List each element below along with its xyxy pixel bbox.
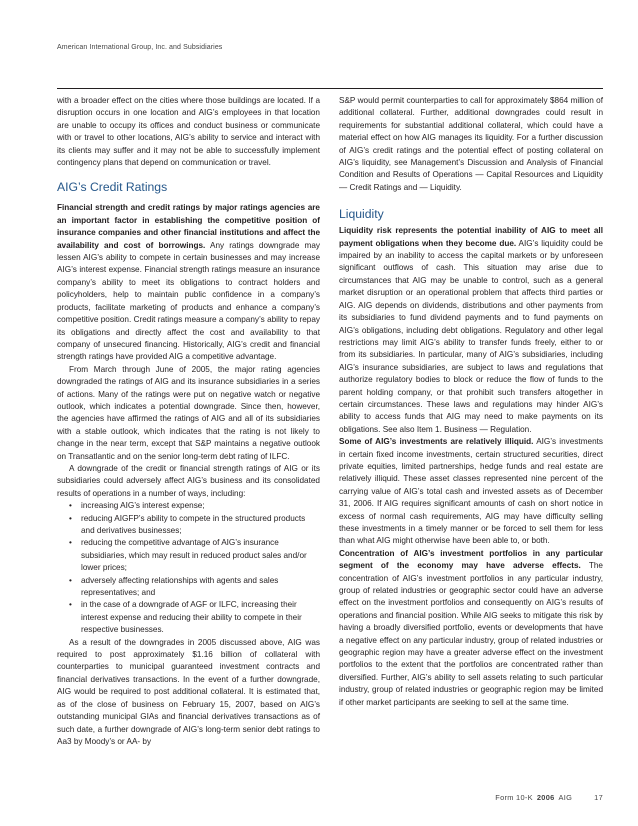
paragraph-collateral: As a result of the downgrades in 2005 discussed above, AIG was required to post approximately $1.16 billion of collateral with counterparties to municipal guaranteed investment contracts and financial derivatives transactions. In the event of a further downgrade, AIG would be required to post additional collateral. It is estimated that, as of the close of business on February 15, 2007, based on AIG’s outstanding municipal GIAs and financial derivatives transactions as of such date, a further downgrade of AIG’s long-term senior debt ratings to Aa3 by Moody’s or AA- by (57, 637, 320, 746)
paragraph-liquidity-risk (339, 225, 603, 436)
liquidity-risk-body: AIG’s liquidity could be impaired by an inability to access the capital markets or by unforeseen significant outflows of cash. This situation may arise due to circumstances that AIG may be unable to control, such as a general market disruption or an operational problem that affects third parties or AIG. AIG depends on dividends, distributions and other payments from its subsidiaries to fund dividend payments and to fund payments on AIG’s obligations, including debt obligations. Regulatory and other legal restrictions may limit AIG’s ability to transfer funds freely, either to or from its subsidiaries. In particular, many of AIG’s subsidiaries, including AIG’s insurance subsidiaries, are subject to laws and regulations that authorize regulatory bodies to block or reduce the flow of funds to the parent holding company, or that prohibit such transfers altogether in certain circumstances. These laws and regulations may hinder AIG’s ability to access funds that AIG may need to make payments on its obligations. See also Item 1. Business — Regulation. (339, 238, 603, 434)
liquidity-heading: Liquidity (339, 207, 384, 222)
concentration-lead: Concentration of AIG’s investment portfolios in any particular segment of the economy may have adverse effects. (339, 548, 603, 571)
concentration-body: The concentration of AIG’s investment portfolios in any particular industry, group of related industries or geographic sector could have an adverse effect on the investment portfolios and consequently on AIG’s results of operations and financial position. While AIG seeks to mitigate this risk by having a broadly diversified portfolio, events or developments that have a negative effect on any particular industry, group of related industries or geographic region may have a greater adverse effect on the investment portfolios to the extent that the portfolios are concentrated rather than diversified. Further, AIG’s ability to sell assets relating to such particular industry, group of related industries or geographic region may be limited if other market participants are seeking to sell at the same time. (339, 561, 603, 707)
credit-ratings-heading: AIG’s Credit Ratings (57, 180, 168, 195)
list-item: • increasing AIG’s interest expense; (69, 500, 320, 512)
footer-year: 2006 (536, 793, 555, 802)
left-column (57, 95, 320, 748)
illiquid-investments-lead: Some of AIG’s investments are relatively illiquid. (339, 437, 534, 447)
header-rule (57, 88, 603, 89)
downgrade-effects-list (69, 500, 320, 636)
illiquid-investments-body: AIG’s investments in certain fixed income investments, certain structured securities, direct private equities, limited partnerships, hedge funds and real estate are relatively illiquid. These asset classes represented nine percent of the carrying value of AIG’s total cash and invested assets as of December 31, 2006. If AIG requires significant amounts of cash on short notice in excess of normal cash requirements, AIG may have difficulty selling these investments in a timely manner or be forced to sell them for less than what AIG might otherwise have been able to, or both. (339, 437, 603, 546)
paragraph-credit-ratings (57, 202, 320, 363)
paragraph-march-june: From March through June of 2005, the major rating agencies downgraded the ratings of AIG and its insurance subsidiaries in a series of actions. Many of the ratings were put on negative watch or negative outlook, which indicates a potential downgrade. Since then, however, the agencies have affirmed the ratings of AIG and all of its subsidiaries with a stable outlook, which indicates that the rating is not likely to change in the near term, except that S&P maintains a negative outlook on Transatlantic and on the senior long-term debt rating of ILFC. (57, 364, 320, 461)
list-item: • adversely affecting relationships with agents and sales representatives; and (69, 575, 320, 600)
paragraph-concentration (339, 548, 603, 709)
page-footer (495, 793, 603, 802)
list-item: • in the case of a downgrade of AGF or ILFC, increasing their interest expense and reducing their ability to compete in their respective businesses. (69, 599, 320, 636)
list-item: • reducing the competitive advantage of AIG’s insurance subsidiaries, which may result in reduced product sales and/or lower prices; (69, 537, 320, 574)
paragraph-disruption: with a broader effect on the cities where those buildings are located. If a disruption occurs in one location and AIG’s employees in that location are unable to occupy its offices and conduct business or communicate with or travel to other locations, AIG’s ability to service and interact with its clients may suffer and it may not be able to successfully implement contingency plans that depend on communication or travel. (57, 96, 320, 168)
credit-ratings-lead: Financial strength and credit ratings by major ratings agencies are an important factor in establishing the competitive position of insurance companies and other financial institutions and affect the availability and cost of borrowings. (57, 203, 320, 250)
list-item: • reducing AIGFP’s ability to compete in the structured products and derivatives businesses; (69, 513, 320, 538)
liquidity-risk-lead: Liquidity risk represents the potential inability of AIG to meet all payment obligations when they become due. (339, 226, 603, 248)
footer-company: AIG (558, 793, 573, 802)
paragraph-downgrade-effects: A downgrade of the credit or financial strength ratings of AIG or its subsidiaries could adversely affect AIG’s business and its consolidated results of operations in a number of ways, including: (57, 463, 320, 498)
footer-form: Form 10-K (495, 793, 533, 802)
right-column (339, 95, 603, 709)
running-header: American International Group, Inc. and Subsidiaries (57, 44, 223, 51)
paragraph-collateral-continued: S&P would permit counterparties to call for approximately $864 million of additional collateral. Further, additional downgrades could result in requirements for substantial additional collateral, which could have a material effect on how AIG manages its liquidity. For a further discussion of AIG’s credit ratings and the potential effect of posting collateral on AIG’s liquidity, see Management’s Discussion and Analysis of Financial Condition and Results of Operations — Capital Resources and Liquidity — Credit Ratings and — Liquidity. (339, 96, 603, 192)
credit-ratings-body: Any ratings downgrade may lessen AIG’s ability to compete in certain businesses and may increase AIG’s interest expense. Financial strength ratings measure an insurance company’s ability to meet its obligations to contract holders and policyholders, help to maintain public confidence in a company’s products, facilitate marketing of products and enhance a company’s competitive position. Credit ratings measure a company’s ability to repay its obligations and directly affect the cost and availability to that company of unsecured financing. Historically, AIG’s credit and financial strength ratings have provided AIG a competitive advantage. (57, 240, 320, 362)
page-number: 17 (594, 793, 603, 802)
paragraph-illiquid-investments (339, 436, 603, 548)
